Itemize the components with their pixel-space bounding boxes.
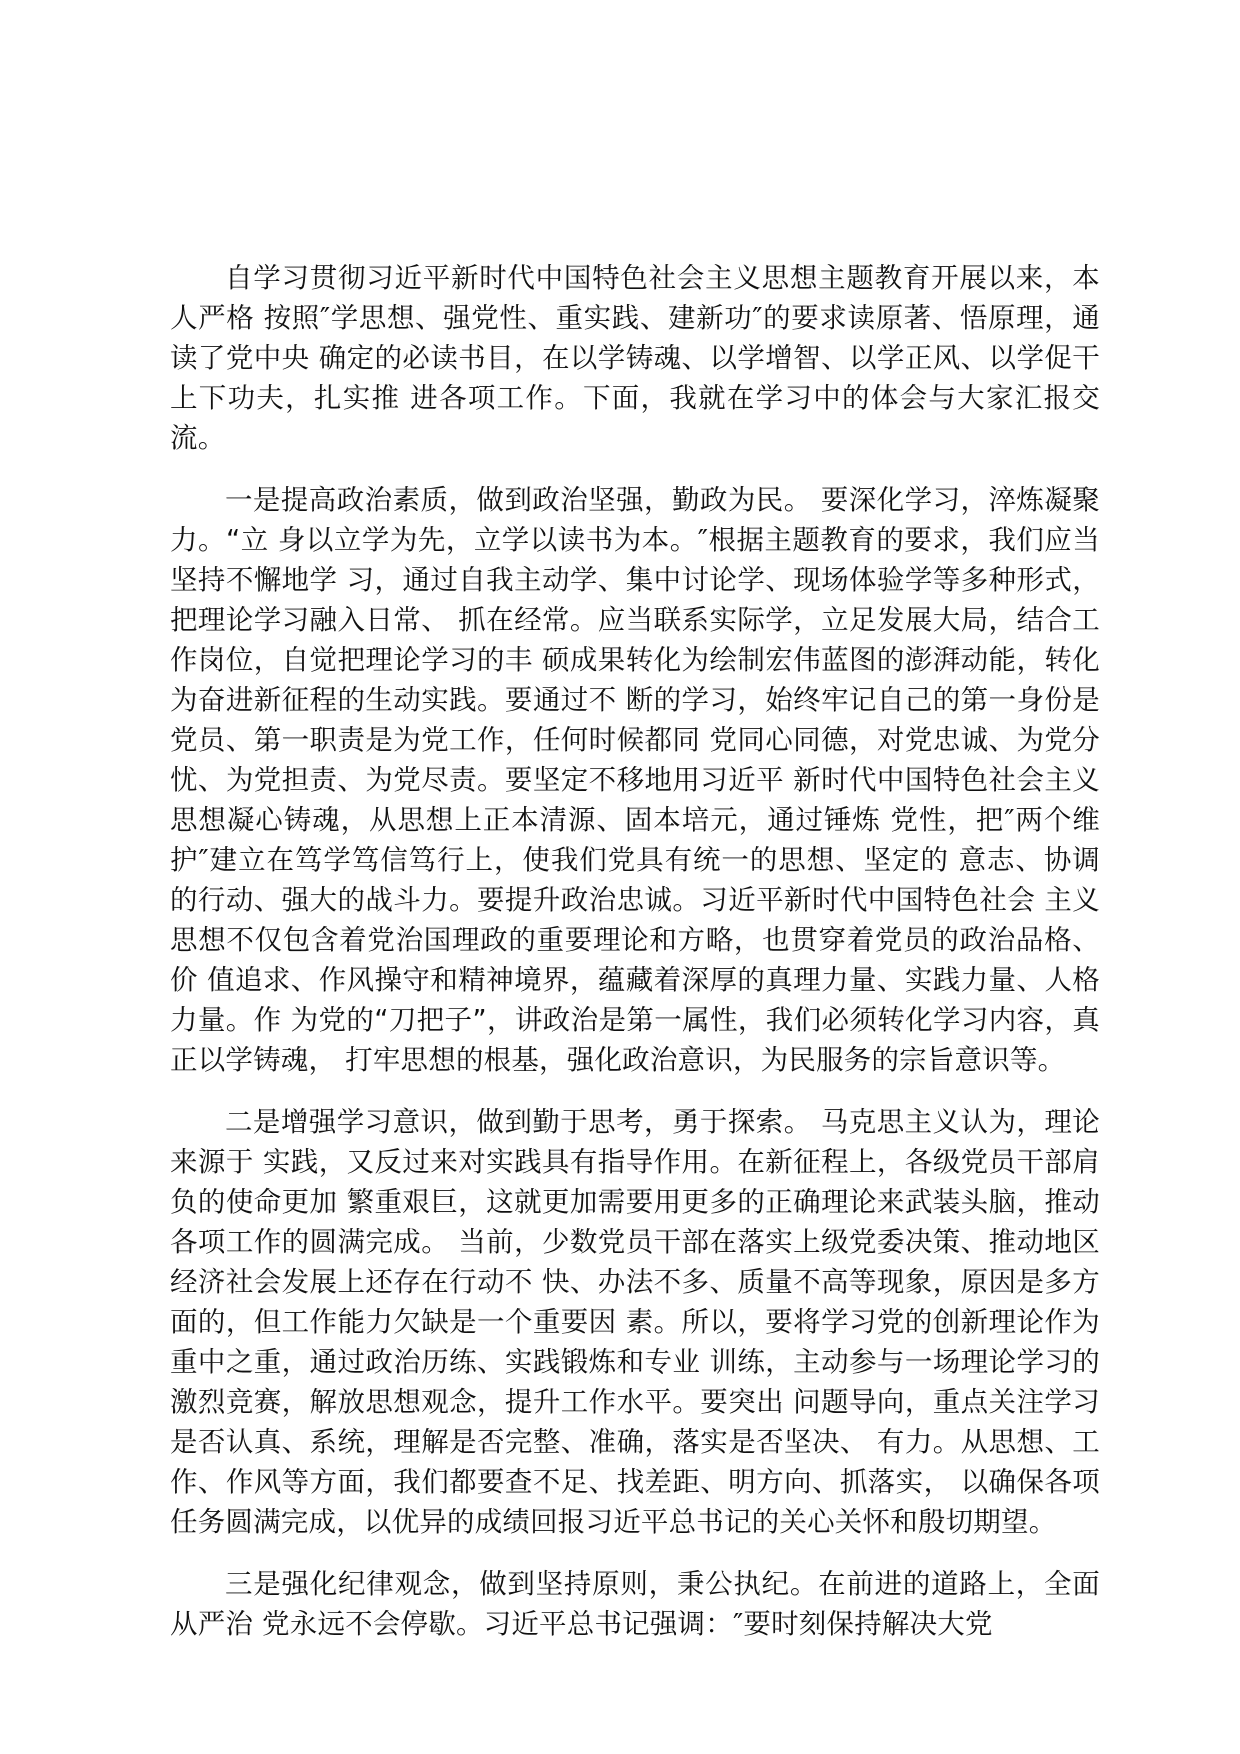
document-body (170, 258, 1100, 1666)
paragraph-point-one: 一是提高政治素质，做到政治坚强，勤政为民。 要深化学习，淬炼凝聚力。“立 身以立学为先，立学以读书为本。″根据主题教育的要求，我们应当坚持不懈地学 习，通过自我主动学、集中讨论学、现场体验学等多种形式，把理论学习融入日常、 抓在经常。应当联系实际学，立足发展大局，结合工作岗位，自觉把理论学习的丰 硕成果转化为绘制宏伟蓝图的澎湃动能，转化为奋进新征程的生动实践。要通过不 断的学习，始终牢记自己的第一身份是党员、第一职责是为党工作，任何时候都同 党同心同德，对党忠诚、为党分忧、为党担责、为党尽责。要坚定不移地用习近平 新时代中国特色社会主义思想凝心铸魂，从思想上正本清源、固本培元，通过锤炼 党性，把″两个维护″建立在笃学笃信笃行上，使我们党具有统一的思想、坚定的 意志、协调的行动、强大的战斗力。要提升政治忠诚。习近平新时代中国特色社会 主义思想不仅包含着党治国理政的重要理论和方略，也贯穿着党员的政治品格、价 值追求、作风操守和精神境界，蕴藏着深厚的真理力量、实践力量、人格力量。作 为党的“刀把子”，讲政治是第一属性，我们必须转化学习内容，真正以学铸魂， 打牢思想的根基，强化政治意识，为民服务的宗旨意识等。 (170, 484, 1100, 1076)
paragraph-point-three: 三是强化纪律观念，做到坚持原则，秉公执纪。在前进的道路上，全面从严治 党永远不会停歇。习近平总书记强调：″要时刻保持解决大党 (170, 1568, 1100, 1640)
paragraph-point-two: 二是增强学习意识，做到勤于思考，勇于探索。 马克思主义认为，理论来源于 实践，又反过来对实践具有指导作用。在新征程上，各级党员干部肩负的使命更加 繁重艰巨，这就更加需要用更多的正确理论来武装头脑，推动各项工作的圆满完成。 当前，少数党员干部在落实上级党委决策、推动地区经济社会发展上还存在行动不 快、办法不多、质量不高等现象，原因是多方面的，但工作能力欠缺是一个重要因 素。所以，要将学习党的创新理论作为重中之重，通过政治历练、实践锻炼和专业 训练，主动参与一场理论学习的激烈竞赛，解放思想观念，提升工作水平。要突出 问题导向，重点关注学习是否认真、系统，理解是否完整、准确，落实是否坚决、 有力。从思想、工作、作风等方面，我们都要查不足、找差距、明方向、抓落实， 以确保各项任务圆满完成，以优异的成绩回报习近平总书记的关心关怀和殷切期望。 (170, 1106, 1100, 1538)
paragraph-intro: 自学习贯彻习近平新时代中国特色社会主义思想主题教育开展以来，本人严格 按照″学思想、强党性、重实践、建新功″的要求读原著、悟原理，通读了党中央 确定的必读书目，在以学铸魂、以学增智、以学正风、以学促干上下功夫，扎实推 进各项工作。下面，我就在学习中的体会与大家汇报交流。 (170, 262, 1100, 454)
